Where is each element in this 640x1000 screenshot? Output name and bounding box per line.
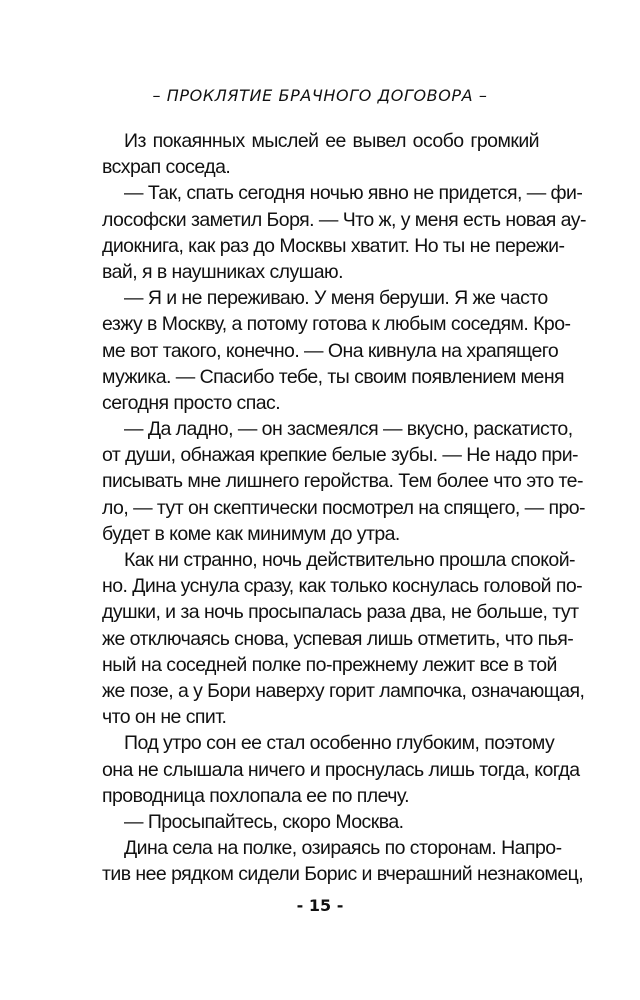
text-line: писывать мне лишнего геройства. Тем более что это те- — [102, 470, 583, 493]
body-text — [102, 128, 586, 887]
text-line: мужика. — Спасибо тебе, ты своим появлением меня — [102, 365, 565, 388]
text-line: проводница похлопала ее по плечу. — [102, 784, 409, 807]
text-line: Как ни странно, ночь действительно прошла спокой- — [124, 549, 575, 571]
text-line: всхрап соседа. — [102, 156, 231, 179]
text-line: ло, — тут он скептически посмотрел на спящего, — про- — [102, 496, 585, 519]
text-line: Дина села на полке, озираясь по сторонам. Напро- — [124, 837, 562, 860]
text-line: от души, обнажая крепкие белые зубы. — Не надо при- — [102, 444, 578, 467]
text-line: душки, и за ночь просыпалась раза два, не больше, тут — [102, 601, 579, 624]
text-line: что он не спит. — [102, 706, 227, 729]
text-line: ме вот такого, конечно. — Она кивнула на храпящего — [102, 339, 559, 362]
text-line: — Я и не переживаю. У меня беруши. Я же часто — [124, 287, 548, 310]
running-head-title: – ПРОКЛЯТИЕ БРАЧНОГО ДОГОВОРА – — [152, 86, 488, 105]
text-line: езжу в Москву, а потому готова к любым соседям. Кро- — [102, 313, 571, 336]
text-line: Под утро сон ее стал особенно глубоким, поэтому — [124, 732, 555, 755]
text-line: же отключаясь снова, успевая лишь отметить, что пья- — [102, 627, 574, 650]
text-line: лософски заметил Боря. — Что ж, у меня есть новая ау- — [102, 208, 586, 231]
text-line: — Просыпайтесь, скоро Москва. — [124, 810, 404, 833]
text-line: вай, я в наушниках слушаю. — [102, 260, 343, 283]
text-line: будет в коме как минимум до утра. — [102, 522, 400, 545]
text-line: сегодня просто спас. — [102, 391, 281, 414]
text-line: диокнига, как раз до Москвы хватит. Но ты не пережи- — [102, 234, 565, 257]
text-line: тив нее рядком сидели Борис и вчерашний незнакомец, — [102, 863, 584, 886]
text-line: ный на соседней полке по-прежнему лежит все в той — [102, 653, 557, 676]
text-line: но. Дина уснула сразу, как только коснулась головой по- — [102, 575, 583, 598]
text-line: Из покаянных мыслей ее вывел особо громкий — [124, 130, 539, 152]
text-line: — Так, спать сегодня ночью явно не придется, — фи- — [124, 182, 583, 205]
page-number: - 15 - — [296, 896, 344, 915]
text-line: — Да ладно, — он засмеялся — вкусно, раскатисто, — [124, 418, 573, 441]
text-line: же позе, а у Бори наверху горит лампочка, означающая, — [102, 679, 585, 702]
text-line: она не слышала ничего и проснулась лишь тогда, когда — [102, 758, 580, 781]
